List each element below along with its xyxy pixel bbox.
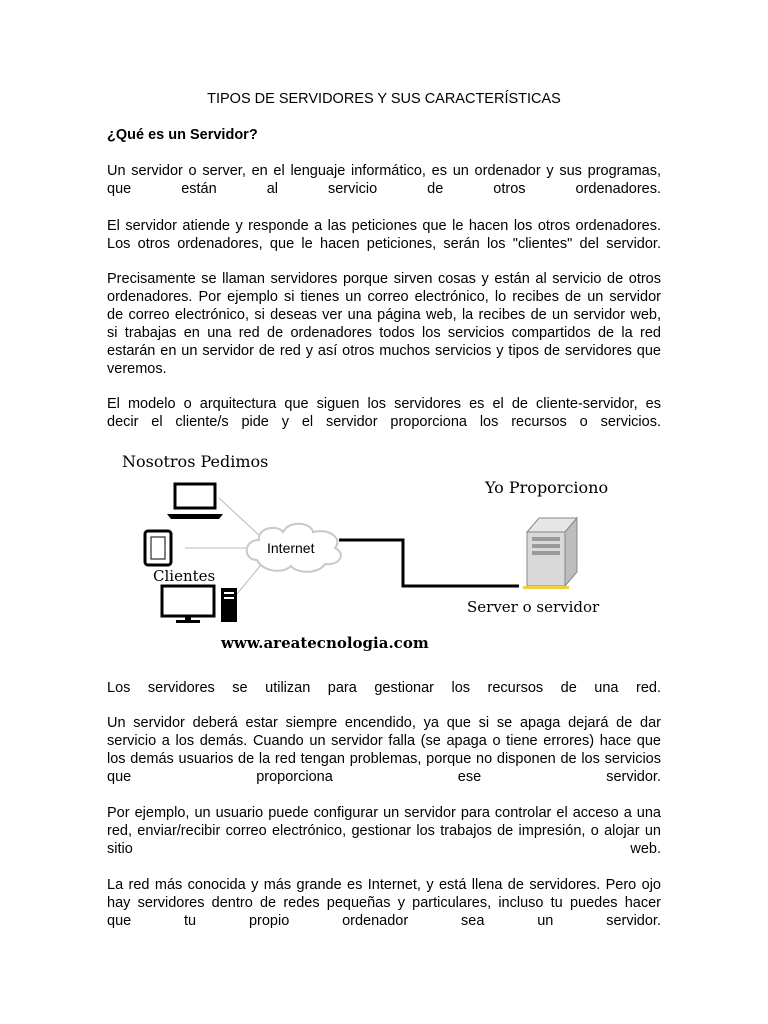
tablet-icon (145, 531, 171, 565)
label-we-request: Nosotros Pedimos (122, 452, 269, 471)
text-line: hay servidores dentro de redes pequeñas y particulares, incluso tu puedes hacer (107, 895, 661, 911)
paragraph-3 (107, 270, 661, 378)
laptop-icon (167, 484, 223, 519)
document-title: TIPOS DE SERVIDORES Y SUS CARACTERÍSTICAS (207, 91, 561, 107)
paragraph-2 (107, 217, 661, 253)
section-heading: ¿Qué es un Servidor? (107, 127, 258, 143)
text-line: decir el cliente/s pide y el servidor proporciona los recursos o servicios. (107, 414, 661, 430)
client-server-diagram (107, 440, 661, 660)
text-line: La red más conocida y más grande es Internet, y está llena de servidores. Pero ojo (107, 877, 661, 893)
paragraph-6 (107, 714, 661, 786)
text-line: que están al servicio de otros ordenadores. (107, 181, 661, 197)
text-line: que tu propio ordenador sea un servidor. (107, 913, 661, 929)
desktop-icon (162, 586, 237, 623)
text-line: de correo electrónico, si deseas ver una página web, la recibes de un servidor web, (107, 307, 661, 323)
text-line: que proporciona ese servidor. (107, 769, 661, 785)
label-server: Server o servidor (467, 598, 600, 616)
text-line: ordenadores. Por ejemplo si tienes un correo electrónico, lo recibes de un servidor (107, 289, 661, 305)
paragraph-4 (107, 395, 661, 431)
text-line: red, enviar/recibir correo electrónico, gestionar los trabajos de impresión, o alojar un (107, 823, 661, 839)
text-line: veremos. (107, 361, 167, 377)
label-clients: Clientes (153, 567, 216, 585)
text-line: sitio web. (107, 841, 661, 857)
text-line: Los servidores se utilizan para gestionar los recursos de una red. (107, 680, 661, 696)
label-we-provide: Yo Proporciono (485, 478, 609, 497)
label-internet: Internet (267, 540, 315, 556)
text-line: Un servidor o server, en el lenguaje informático, es un ordenador y sus programas, (107, 163, 661, 179)
text-line: estarán en un servidor de red y así otros muchos servicios y tipos de servidores que (107, 343, 661, 359)
text-line: El servidor atiende y responde a las peticiones que le hacen los otros ordenadores. (107, 218, 661, 234)
text-line: Un servidor deberá estar siempre encendido, ya que si se apaga dejará de dar (107, 715, 661, 731)
paragraph-7 (107, 804, 661, 858)
text-line: Precisamente se llaman servidores porque sirven cosas y están al servicio de otros (107, 271, 661, 287)
paragraph-1 (107, 162, 661, 198)
text-line: Los otros ordenadores, que le hacen peticiones, serán los "clientes" del servidor. (107, 236, 661, 252)
text-line: servicio a los demás. Cuando un servidor falla (se apaga o tiene errores) hace que (107, 733, 661, 749)
server-icon (523, 518, 577, 589)
paragraph-5 (107, 679, 661, 697)
text-line: Por ejemplo, un usuario puede configurar un servidor para controlar el acceso a una (107, 805, 661, 821)
paragraph-8 (107, 876, 661, 930)
footer-url: www.areatecnologia.com (221, 634, 429, 652)
text-line: si trabajas en una red de ordenadores todos los servicios compartidos de la red (107, 325, 661, 341)
text-line: los demás usuarios de la red tengan problemas, porque no disponen de los servicios (107, 751, 661, 767)
text-line: El modelo o arquitectura que siguen los servidores es el de cliente-servidor, es (107, 396, 661, 412)
